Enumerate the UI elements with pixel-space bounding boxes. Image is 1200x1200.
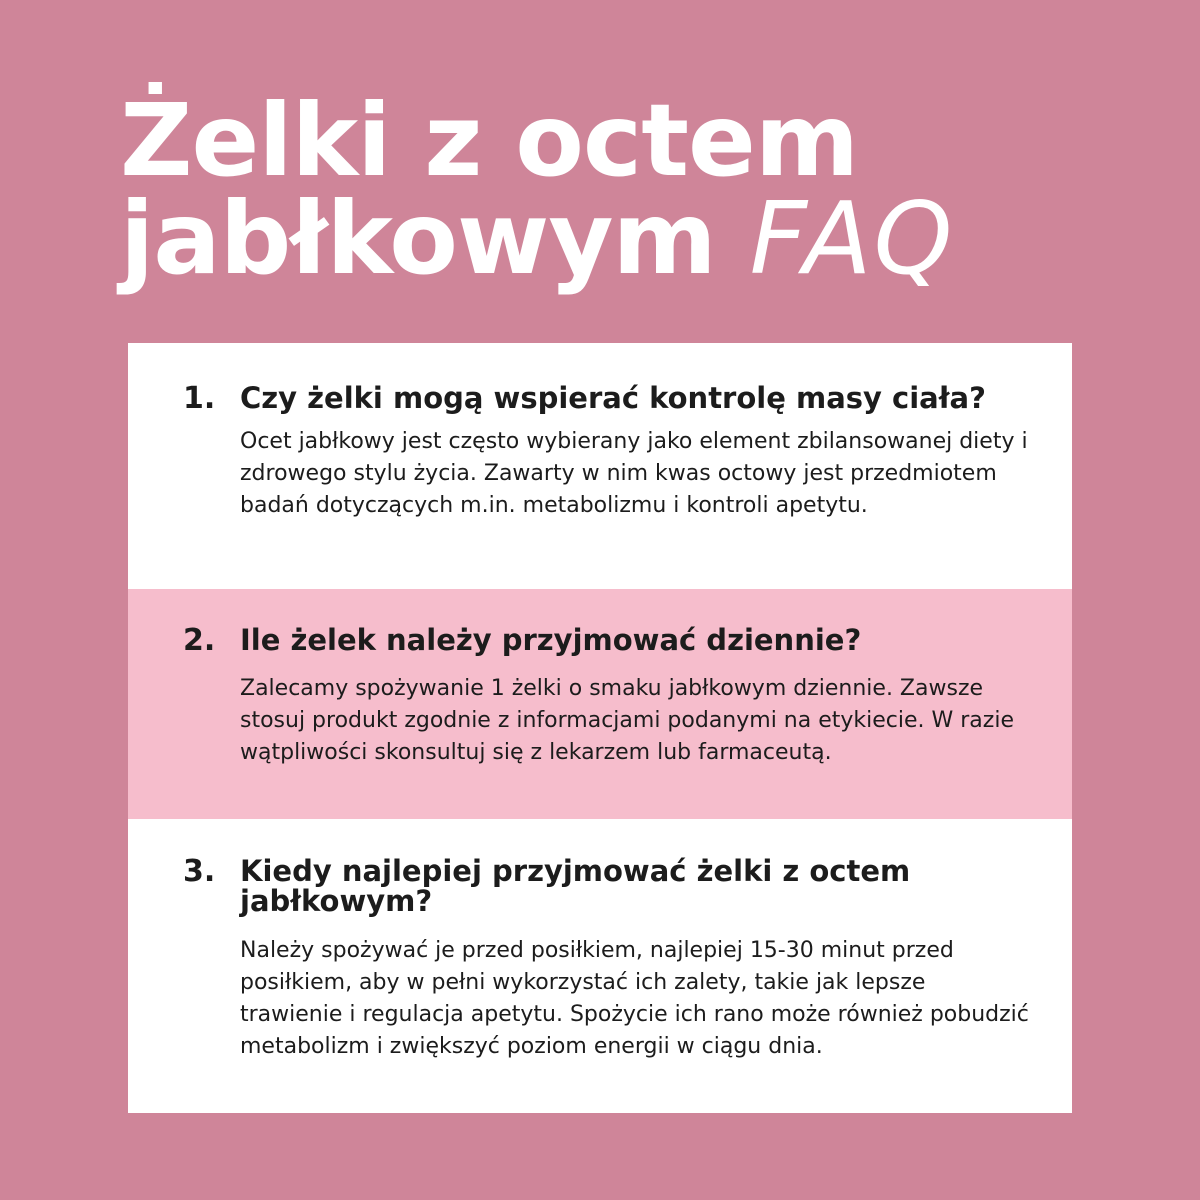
faq-question: Kiedy najlepiej przyjmować żelki z octem jabłkowym? — [240, 854, 911, 918]
page-title — [120, 82, 1080, 297]
page-title-faq: FAQ — [749, 180, 955, 297]
faq-number: 1. — [183, 381, 216, 416]
faq-number: 3. — [183, 854, 216, 889]
faq-answer: Należy spożywać je przed posiłkiem, najlepiej 15-30 minut przed posiłkiem, aby w pełni wykorzystać ich zalety, takie jak lepsze trawienie i regulacja apetytu. Spożycie ich rano może również pobudzić metabolizm i zwiększyć poziom energii w ciągu dnia. — [240, 938, 1029, 1059]
faq-item-3 — [128, 819, 1072, 1113]
page-title-line-1: Żelki z octem — [120, 82, 859, 199]
faq-number: 2. — [183, 623, 216, 658]
faq-card — [128, 343, 1072, 1113]
faq-question: Czy żelki mogą wspierać kontrolę masy ciała? — [240, 381, 986, 415]
faq-answer: Ocet jabłkowy jest często wybierany jako element zbilansowanej diety i zdrowego stylu życia. Zawarty w nim kwas octowy jest przedmiotem badań dotyczących m.in. metabolizmu i kontroli apetytu. — [240, 429, 1028, 518]
page-title-bold-word: jabłkowym — [120, 180, 716, 297]
faq-question: Ile żelek należy przyjmować dziennie? — [240, 623, 862, 657]
faq-answer: Zalecamy spożywanie 1 żelki o smaku jabłkowym dziennie. Zawsze stosuj produkt zgodnie z informacjami podanymi na etykiecie. W razie wątpliwości skonsultuj się z lekarzem lub farmaceutą. — [240, 676, 1014, 765]
faq-item-2 — [128, 589, 1072, 819]
faq-item-1 — [128, 343, 1072, 589]
page-title-line-2 — [120, 180, 1080, 297]
